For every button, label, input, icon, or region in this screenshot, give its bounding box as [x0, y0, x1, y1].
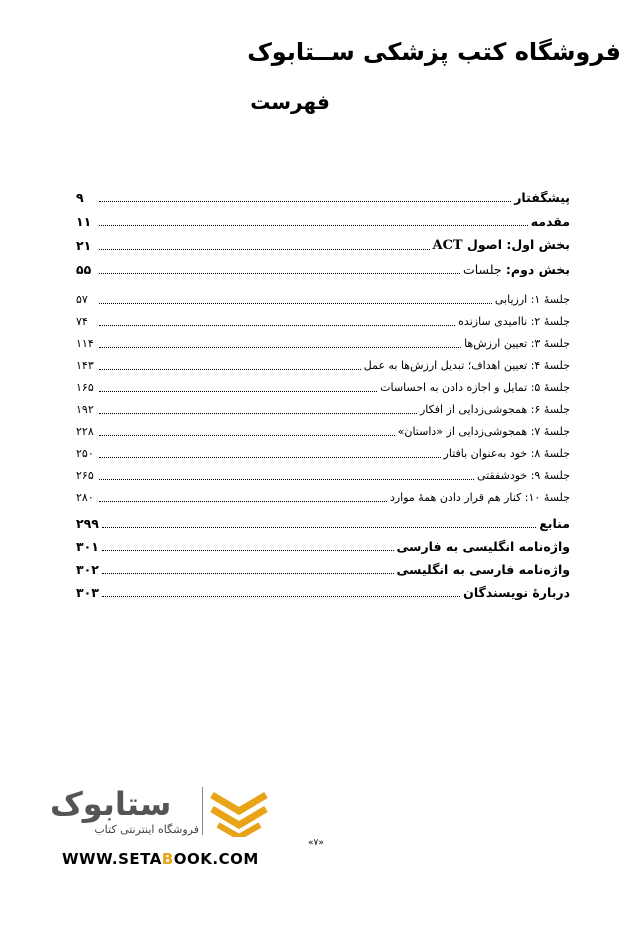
toc-entry-references[interactable] — [76, 512, 570, 532]
toc-entry-title: جلسهٔ ۲: ناامیدی سازنده — [458, 315, 570, 328]
toc-entry-title-bold: بخش دوم: — [505, 262, 570, 277]
toc-entry-page: ۵۷ — [76, 293, 88, 306]
toc-entry-page: ۲۸۰ — [76, 491, 94, 504]
toc-entry-page: ۲۶۵ — [76, 469, 94, 482]
website-accent: B — [161, 850, 174, 868]
dot-leader — [102, 527, 536, 528]
toc-entry-title: جلسهٔ ۱: ارزیابی — [494, 293, 570, 306]
dot-leader — [99, 435, 395, 436]
toc-entry-page: ۲۵۰ — [76, 447, 94, 460]
toc-entry-title: جلسهٔ ۱۰: کنار هم قرار دادن همهٔ موارد — [389, 491, 570, 504]
act-label: ACT — [432, 238, 463, 253]
logo-wordmark: ستابوک — [50, 785, 172, 823]
dot-leader — [99, 273, 460, 274]
toc-entry-page: ۹ — [76, 190, 84, 205]
website-prefix: WWW.SETA — [62, 850, 162, 868]
toc-entry-page: ۱۶۵ — [76, 381, 94, 394]
toc-entry-page: ۱۹۲ — [76, 403, 94, 416]
dot-leader — [99, 201, 511, 202]
toc-entry-page: ۲۹۹ — [76, 516, 99, 531]
toc-entry-title: واژه‌نامه فارسی به انگلیسی — [396, 562, 570, 577]
dot-leader — [99, 501, 387, 502]
toc-entry-page: ۲۲۸ — [76, 425, 94, 438]
toc-entry-page: ۷۴ — [76, 315, 88, 328]
toc-session-10[interactable] — [76, 486, 570, 506]
toc-entry-title: جلسهٔ ۳: تعیین ارزش‌ها — [464, 337, 570, 350]
toc-entry-page: ۱۱ — [76, 214, 92, 229]
toc-entry-title-text: بخش اول: اصول — [466, 237, 570, 252]
toc-session-5[interactable] — [76, 376, 570, 396]
dot-leader — [99, 413, 417, 414]
website-url[interactable] — [62, 850, 282, 868]
toc-session-4[interactable] — [76, 354, 570, 374]
toc-entry-page: ۵۵ — [76, 262, 92, 277]
logo-divider — [202, 787, 203, 835]
toc-entry-title — [433, 237, 571, 254]
toc-entry-title: دربارهٔ نویسندگان — [463, 585, 570, 600]
toc-session-9[interactable] — [76, 464, 570, 484]
toc-heading: فهرست — [250, 90, 330, 114]
dot-leader — [102, 550, 394, 551]
toc-session-6[interactable] — [76, 398, 570, 418]
toc-session-2[interactable] — [76, 310, 570, 330]
dot-leader — [99, 225, 528, 226]
toc-entry-title: جلسهٔ ۷: همجوشی‌زدایی از «داستان» — [397, 425, 570, 438]
toc-entry-title: جلسهٔ ۸: خود به‌عنوان بافتار — [443, 447, 570, 460]
toc-entry-glossary-fa-en[interactable] — [76, 558, 570, 578]
toc-entry-about-authors[interactable] — [76, 581, 570, 601]
toc-entry-part-two[interactable] — [76, 258, 570, 278]
toc-session-8[interactable] — [76, 442, 570, 462]
dot-leader — [99, 457, 441, 458]
toc-entry-page: ۱۱۴ — [76, 337, 94, 350]
toc-entry-title-rest: جلسات — [462, 262, 502, 277]
book-stack-icon — [208, 787, 270, 837]
toc-session-3[interactable] — [76, 332, 570, 352]
store-title: فروشگاه کتب پزشکی ســتابوک — [247, 38, 621, 66]
logo-tagline: فروشگاه اینترنتی کتاب — [94, 823, 199, 836]
toc-entry-title: جلسهٔ ۵: تمایل و اجازه دادن به احساسات — [380, 381, 570, 394]
toc-entry-introduction[interactable] — [76, 210, 570, 230]
dot-leader — [99, 369, 361, 370]
toc-session-7[interactable] — [76, 420, 570, 440]
toc-entry-page: ۳۰۱ — [76, 539, 99, 554]
toc-entry-page: ۲۱ — [76, 238, 92, 253]
toc-entry-title: واژه‌نامه انگلیسی به فارسی — [396, 539, 570, 554]
dot-leader — [99, 325, 455, 326]
toc-entry-title — [463, 262, 570, 278]
toc-entry-preface[interactable] — [76, 186, 570, 206]
toc-session-1[interactable] — [76, 288, 570, 308]
toc-entry-title: جلسهٔ ۶: همجوشی‌زدایی از افکار — [419, 403, 570, 416]
page-number: «۷» — [308, 838, 324, 848]
dot-leader — [102, 573, 394, 574]
toc-entry-title: مقدمه — [530, 214, 570, 229]
dot-leader — [99, 391, 377, 392]
toc-entry-page: ۳۰۳ — [76, 585, 99, 600]
toc-entry-glossary-en-fa[interactable] — [76, 535, 570, 555]
dot-leader — [99, 479, 474, 480]
dot-leader — [99, 249, 430, 250]
dot-leader — [99, 347, 461, 348]
toc-entry-title: جلسهٔ ۹: خودشفقتی — [477, 469, 570, 482]
toc-entry-title: پیشگفتار — [514, 190, 570, 205]
dot-leader — [102, 596, 460, 597]
toc-entry-title: منابع — [539, 516, 570, 531]
dot-leader — [99, 303, 492, 304]
toc-entry-page: ۱۴۳ — [76, 359, 94, 372]
toc-entry-page: ۳۰۲ — [76, 562, 99, 577]
website-suffix: OOK.COM — [173, 850, 259, 868]
toc-entry-part-one[interactable] — [76, 234, 570, 254]
toc-entry-title: جلسهٔ ۴: تعیین اهداف؛ تبدیل ارزش‌ها به عمل — [363, 359, 570, 372]
